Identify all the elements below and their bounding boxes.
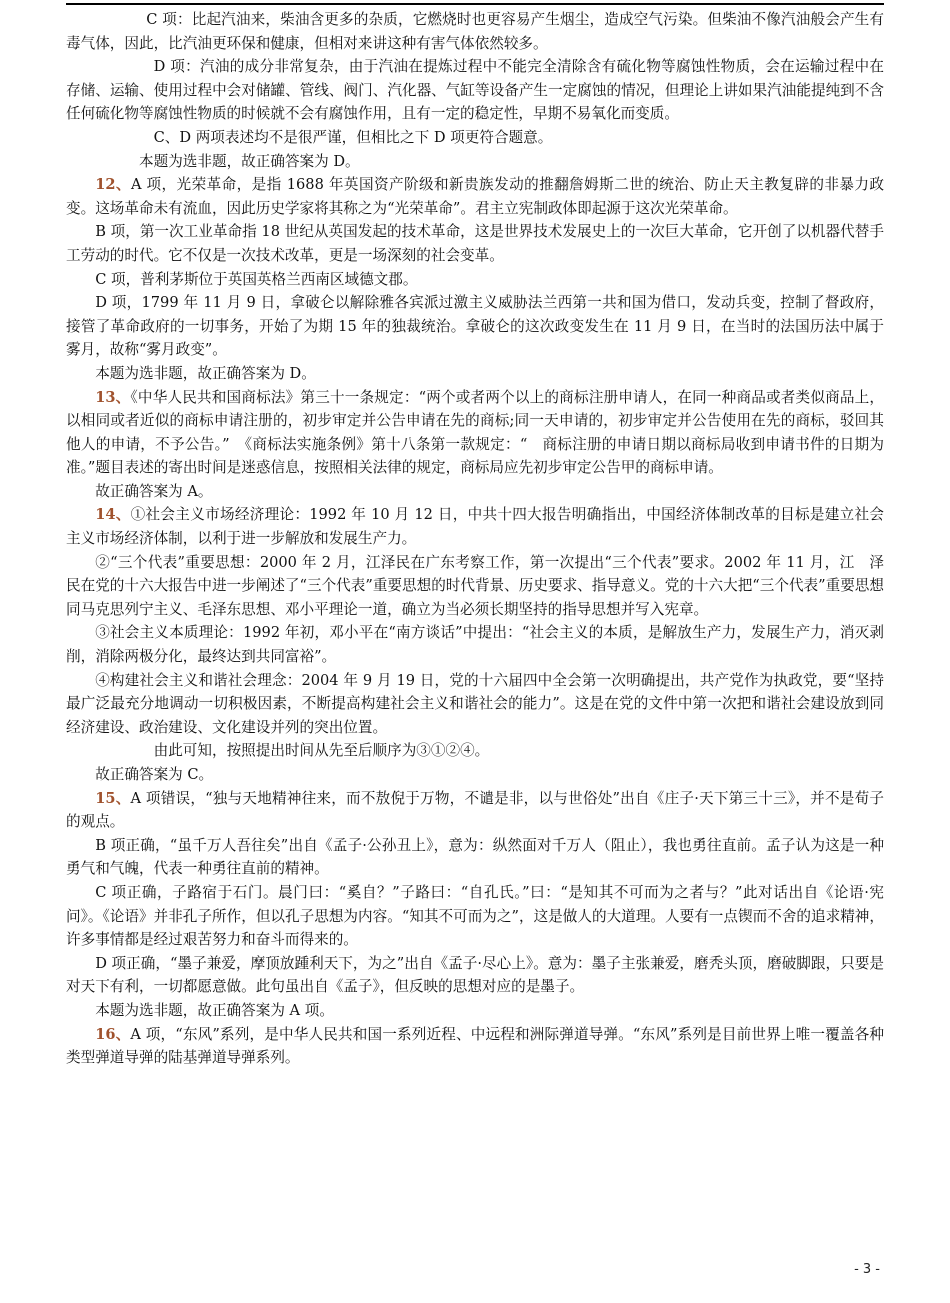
paragraph: B 项正确，“虽千万人吾往矣”出自《孟子·公孙丑上》，意为：纵然面对千万人（阻止），我也勇往直前。孟子认为这是一种勇气和气魄，代表一种勇往直前的精神。 xyxy=(66,836,884,878)
paragraph: ②“三个代表”重要思想：2000 年 2 月，江泽民在广东考察工作，第一次提出“三个代表”要求。2002 年 11 月，江 泽 民在党的十六大报告中进一步阐述了“三个代表”重要思想的时代背景、历史要求、指导意义。党的十六大把“三个代表”重要思想同马克思列宁主义、毛泽东思想、邓小平理论一道，确立为当必须长期坚持的指导思想并写入宪章。 xyxy=(66,553,899,618)
paragraph: C、D 两项表述均不是很严谨，但相比之下 D 项更符合题意。 xyxy=(153,128,553,146)
paragraph: D 项正确，“墨子兼爱，摩顶放踵利天下，为之”出自《孟子·尽心上》。意为：墨子主张兼爱，磨秃头顶，磨破脚跟，只要是对天下有利，一切都愿意做。此句虽出自《孟子》，但反映的思想对应的是墨子。 xyxy=(66,954,884,996)
question-number: 12、 xyxy=(95,176,131,194)
question-15 xyxy=(66,787,884,834)
paragraph: 故正确答案为 A。 xyxy=(95,482,213,500)
paragraph: C 项，普利茅斯位于英国英格兰西南区域德文郡。 xyxy=(95,270,418,288)
paragraph: 本题为选非题，故正确答案为 A 项。 xyxy=(95,1001,334,1019)
question-number: 13、 xyxy=(95,388,131,406)
paragraph: C 项正确，子路宿于石门。晨门曰：“奚自？”子路曰：“自孔氏。”曰：“是知其不可而为之者与？”此对话出自《论语·宪问》。《论语》并非孔子所作，但以孔子思想为内容。“知其不可而为之”，这是做人的大道理。人要有一点锲而不舍的追求精神，许多事情都是经过艰苦努力和奋斗而得来的。 xyxy=(66,883,884,949)
paragraph: D 项，1799 年 11 月 9 日，拿破仑以解除雅各宾派过激主义威胁法兰西第一共和国为借口，发动兵变，控制了督政府，接管了革命政府的一切事务，开始了为期 15 年的独裁统治。拿破仑的这次政变发生在 11 月 9 日，在当时的法国历法中属于雾月，故称“雾月政变”。 xyxy=(66,294,884,359)
paragraph-text: A 项，光荣革命，是指 1688 年英国资产阶级和新贵族发动的推翻詹姆斯二世的统治、防止天主教复辟的非暴力政变。这场革命未有流血，因此历史学家将其称之为“光荣革命”。君主立宪制政体即起源于这次光荣革命。 xyxy=(66,176,884,217)
question-12 xyxy=(66,173,884,220)
paragraph-text: 《中华人民共和国商标法》第三十一条规定：“两个或者两个以上的商标注册申请人，在同一种商品或者类似商品上，以相同或者近似的商标申请注册的，初步审定并公告申请在先的商标;同一天申请的，初步审定并公告使用在先的商标，驳回其他人的申请，不予公告。” 《商标法实施条例》第十八条第一款规定：“ 商标注册的申请日期以商标局收到申请书件的日期为准。”题目表述的寄出时间是迷惑信息，按照相关法律的规定，商标局应先初步审定公告甲的商标申请。 xyxy=(66,388,884,477)
question-number: 15、 xyxy=(95,789,131,807)
page-number: - 3 - xyxy=(854,1262,880,1277)
paragraph: D 项：汽油的成分非常复杂，由于汽油在提炼过程中不能完全清除含有硫化物等腐蚀性物质，会在运输过程中在存储、运输、使用过程中会对储罐、管线、阀门、汽化器、气缸等设备产生一定腐蚀的情况，但理论上讲如果汽油能提纯到不含任何硫化物等腐蚀性物质的时候就不会有腐蚀作用，且有一定的稳定性，早期不易氧化而变质。 xyxy=(66,58,884,123)
question-13 xyxy=(66,386,884,480)
paragraph: ④构建社会主义和谐社会理念：2004 年 9 月 19 日，党的十六届四中全会第一次明确提出，共产党作为执政党，要“坚持最广泛最充分地调动一切积极因素，不断提高构建社会主义和谐社会的能力”。这是在党的文件中第一次把和谐社会建设放到同经济建设、政治建设、文化建设并列的突出位置。 xyxy=(66,671,884,736)
question-14 xyxy=(66,503,884,550)
paragraph-text: A 项，“东风”系列，是中华人民共和国一系列近程、中远程和洲际弹道导弹。“东风”系列是目前世界上唯一覆盖各种类型弹道导弹的陆基弹道导弹系列。 xyxy=(66,1025,884,1067)
paragraph: 故正确答案为 C。 xyxy=(95,766,214,783)
header-rule xyxy=(66,3,884,5)
paragraph: B 项，第一次工业革命指 18 世纪从英国发起的技术革命，这是世界技术发展史上的一次巨大革命，它开创了以机器代替手工劳动的时代。它不仅是一次技术改革，更是一场深刻的社会变革。 xyxy=(66,223,884,264)
question-number: 14、 xyxy=(95,506,131,524)
document-body xyxy=(66,8,899,1070)
question-number: 16、 xyxy=(95,1025,131,1043)
paragraph: 由此可知，按照提出时间从先至后顺序为③①②④。 xyxy=(153,742,490,760)
paragraph-text: ①社会主义市场经济理论：1992 年 10 月 12 日，中共十四大报告明确指出，中国经济体制改革的目标是建立社会主义市场经济体制，以利于进一步解放和发展生产力。 xyxy=(66,506,885,548)
paragraph: C 项：比起汽油来，柴油含更多的杂质，它燃烧时也更容易产生烟尘，造成空气污染。但柴油不像汽油般会产生有毒气体，因此，比汽油更环保和健康，但相对来讲这种有害气体依然较多。 xyxy=(66,11,884,52)
paragraph: ③社会主义本质理论：1992 年初，邓小平在“南方谈话”中提出：“社会主义的本质，是解放生产力，发展生产力，消灭剥削，消除两极分化，最终达到共同富裕”。 xyxy=(66,624,884,666)
paragraph-text: A 项错误，“独与天地精神往来，而不敖倪于万物，不谴是非，以与世俗处”出自《庄子·天下第三十三》，并不是荀子的观点。 xyxy=(66,789,884,831)
question-16 xyxy=(66,1023,884,1070)
paragraph: 本题为选非题，故正确答案为 D。 xyxy=(95,364,316,382)
paragraph: 本题为选非题，故正确答案为 D。 xyxy=(139,152,360,170)
